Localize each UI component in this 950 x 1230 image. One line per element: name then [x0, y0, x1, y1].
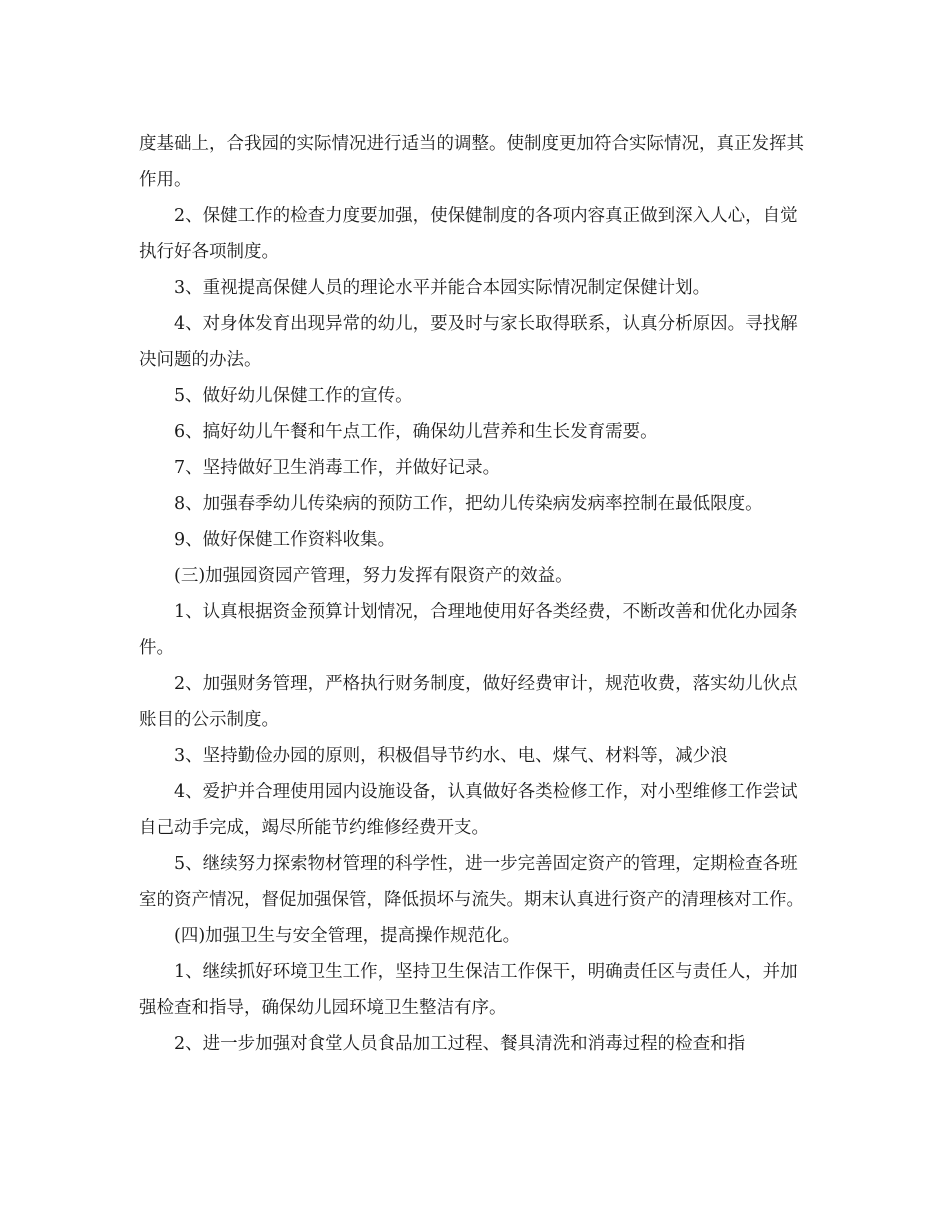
paragraph: 7、坚持做好卫生消毒工作，并做好记录。: [174, 458, 501, 478]
paragraph: 8、加强春季幼儿传染病的预防工作，把幼儿传染病发病率控制在最低限度。: [174, 494, 763, 514]
paragraph: 2、加强财务管理，严格执行财务制度，做好经费审计，规范收费，落实幼儿伙点账目的公示制度。: [139, 674, 798, 730]
paragraph: 4、对身体发育出现异常的幼儿，要及时与家长取得联系，认真分析原因。寻找解决问题的办法。: [139, 314, 798, 370]
paragraph: 3、坚持勤俭办园的原则，积极倡导节约水、电、煤气、材料等，减少浪: [174, 746, 728, 766]
paragraph: 4、爱护并合理使用园内设施设备，认真做好各类检修工作，对小型维修工作尝试自己动手完成，竭尽所能节约维修经费开支。: [139, 782, 798, 838]
paragraph: 5、继续努力探索物材管理的科学性，进一步完善固定资产的管理，定期检查各班室的资产情况，督促加强保管，降低损坏与流失。期末认真进行资产的清理核对工作。: [139, 854, 804, 910]
paragraph: 2、保健工作的检查力度要加强，使保健制度的各项内容真正做到深入人心，自觉执行好各项制度。: [139, 206, 798, 262]
paragraph: 5、做好幼儿保健工作的宣传。: [174, 386, 413, 406]
paragraph: 1、继续抓好环境卫生工作，坚持卫生保洁工作保干，明确责任区与责任人，并加强检查和指导，确保幼儿园环境卫生整洁有序。: [139, 962, 798, 1018]
section-heading: (四)加强卫生与安全管理，提高操作规范化。: [174, 926, 521, 946]
paragraph: 1、认真根据资金预算计划情况，合理地使用好各类经费，不断改善和优化办园条件。: [139, 602, 798, 658]
paragraph: 度基础上，合我园的实际情况进行适当的调整。使制度更加符合实际情况，真正发挥其作用。: [139, 134, 804, 190]
document-body: [139, 126, 815, 1062]
paragraph: 6、搞好幼儿午餐和午点工作，确保幼儿营养和生长发育需要。: [174, 422, 658, 442]
paragraph: 3、重视提高保健人员的理论水平并能合本园实际情况制定保健计划。: [174, 278, 711, 298]
section-heading: (三)加强园资园产管理，努力发挥有限资产的效益。: [174, 566, 573, 586]
paragraph: 2、进一步加强对食堂人员食品加工过程、餐具清洗和消毒过程的检查和指: [174, 1034, 746, 1054]
paragraph: 9、做好保健工作资料收集。: [174, 530, 396, 550]
